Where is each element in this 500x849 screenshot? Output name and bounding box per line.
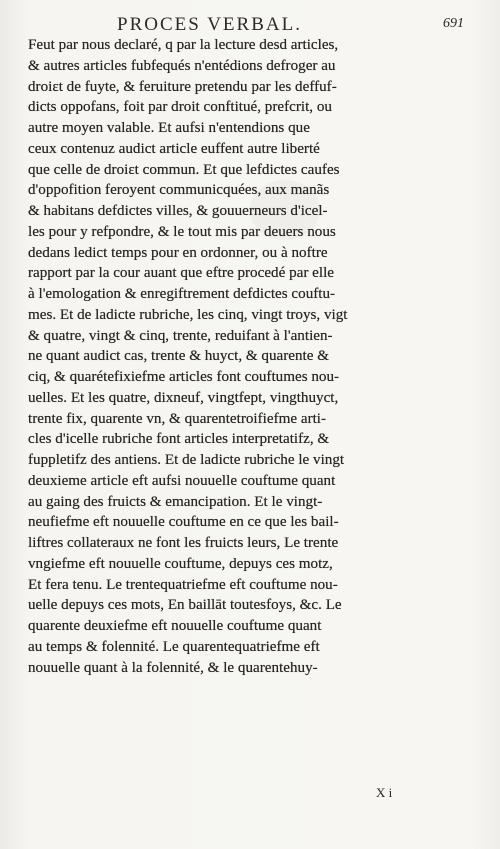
running-title: PROCES VERBAL.: [117, 14, 302, 35]
text-line: droiɛt de fuyte, & feruiture pretendu par les deffuf-: [28, 77, 337, 95]
text-line: & autres articles fubfequés n'entédions defroger au: [28, 56, 336, 74]
text-line: deuxieme article eft aufsi nouuelle couftume quant: [28, 471, 336, 489]
text-line: dicts oppofans, foit par droit conftitué, prefcrit, ou: [28, 98, 332, 116]
text-line: dedans ledict temps pour en ordonner, ou à noftre: [28, 243, 328, 261]
text-line: ciq, & quarétefixiefme articles font couftumes nou-: [28, 368, 340, 385]
signature-mark: X i: [376, 785, 393, 800]
text-line: Feut par nous declaré, q par la lecture desd articles,: [28, 36, 339, 53]
text-line: à l'emologation & enregiftrement defdictes couftu-: [28, 285, 336, 302]
text-line: & habitans defdictes villes, & gouuerneurs d'icel-: [28, 202, 328, 219]
text-line: autre moyen valable. Et aufsi n'entendions que: [28, 119, 310, 136]
text-line: au gaing des fruicts & emancipation. Et le vingt-: [28, 492, 323, 510]
text-line: au temps & folennité. Le quarentequatriefme eft: [28, 637, 320, 655]
text-line: les pour y refpondre, & le tout mis par deuers nous: [28, 222, 336, 240]
text-line: uelle depuys ces mots, En baillāt toutesfoys, &c. Le: [28, 596, 342, 614]
text-line: nouuelle quant à la folennité, & le quarentehuy-: [28, 658, 318, 676]
text-line: ceux contenuz audict article euffent autre liberté: [28, 139, 320, 157]
text-line: quarente deuxiefme eft nouuelle couftume quant: [28, 617, 322, 634]
text-line: cles d'icelle rubriche font articles interpretatifz, &: [28, 430, 330, 448]
text-line: Et fera tenu. Le trentequatriefme eft couftume nou-: [28, 575, 338, 593]
text-line: fuppletifz des antiens. Et de ladicte rubriche le vingt: [28, 451, 345, 468]
text-line: vngiefme eft nouuelle couftume, depuys ces motz,: [28, 554, 333, 572]
body-text: [28, 35, 468, 678]
text-line: trente fix, quarente vn, & quarentetroifiefme arti-: [28, 409, 327, 427]
text-line: liftres collateraux ne font les fruicts leurs, Le trente: [28, 534, 339, 551]
text-line: rapport par la cour auant que eftre procedé par elle: [28, 264, 334, 282]
text-line: & quatre, vingt & cinq, trente, reduifant à l'antien-: [28, 326, 333, 344]
text-line: d'oppofition feroyent communicquées, aux manãs: [28, 181, 330, 199]
text-line: neufiefme eft nouuelle couftume en ce que les bail-: [28, 513, 339, 531]
text-line: mes. Et de ladicte rubriche, les cinq, vingt troys, vigt: [28, 305, 348, 323]
text-line: ne quant audict cas, trente & huyct, & quarente &: [28, 347, 330, 365]
text-line: uelles. Et les quatre, dixneuf, vingtfept, vingthuyct,: [28, 388, 339, 406]
text-line: que celle de droiɛt commun. Et que lefdictes caufes: [28, 160, 340, 178]
folio-number: 691: [443, 16, 464, 31]
